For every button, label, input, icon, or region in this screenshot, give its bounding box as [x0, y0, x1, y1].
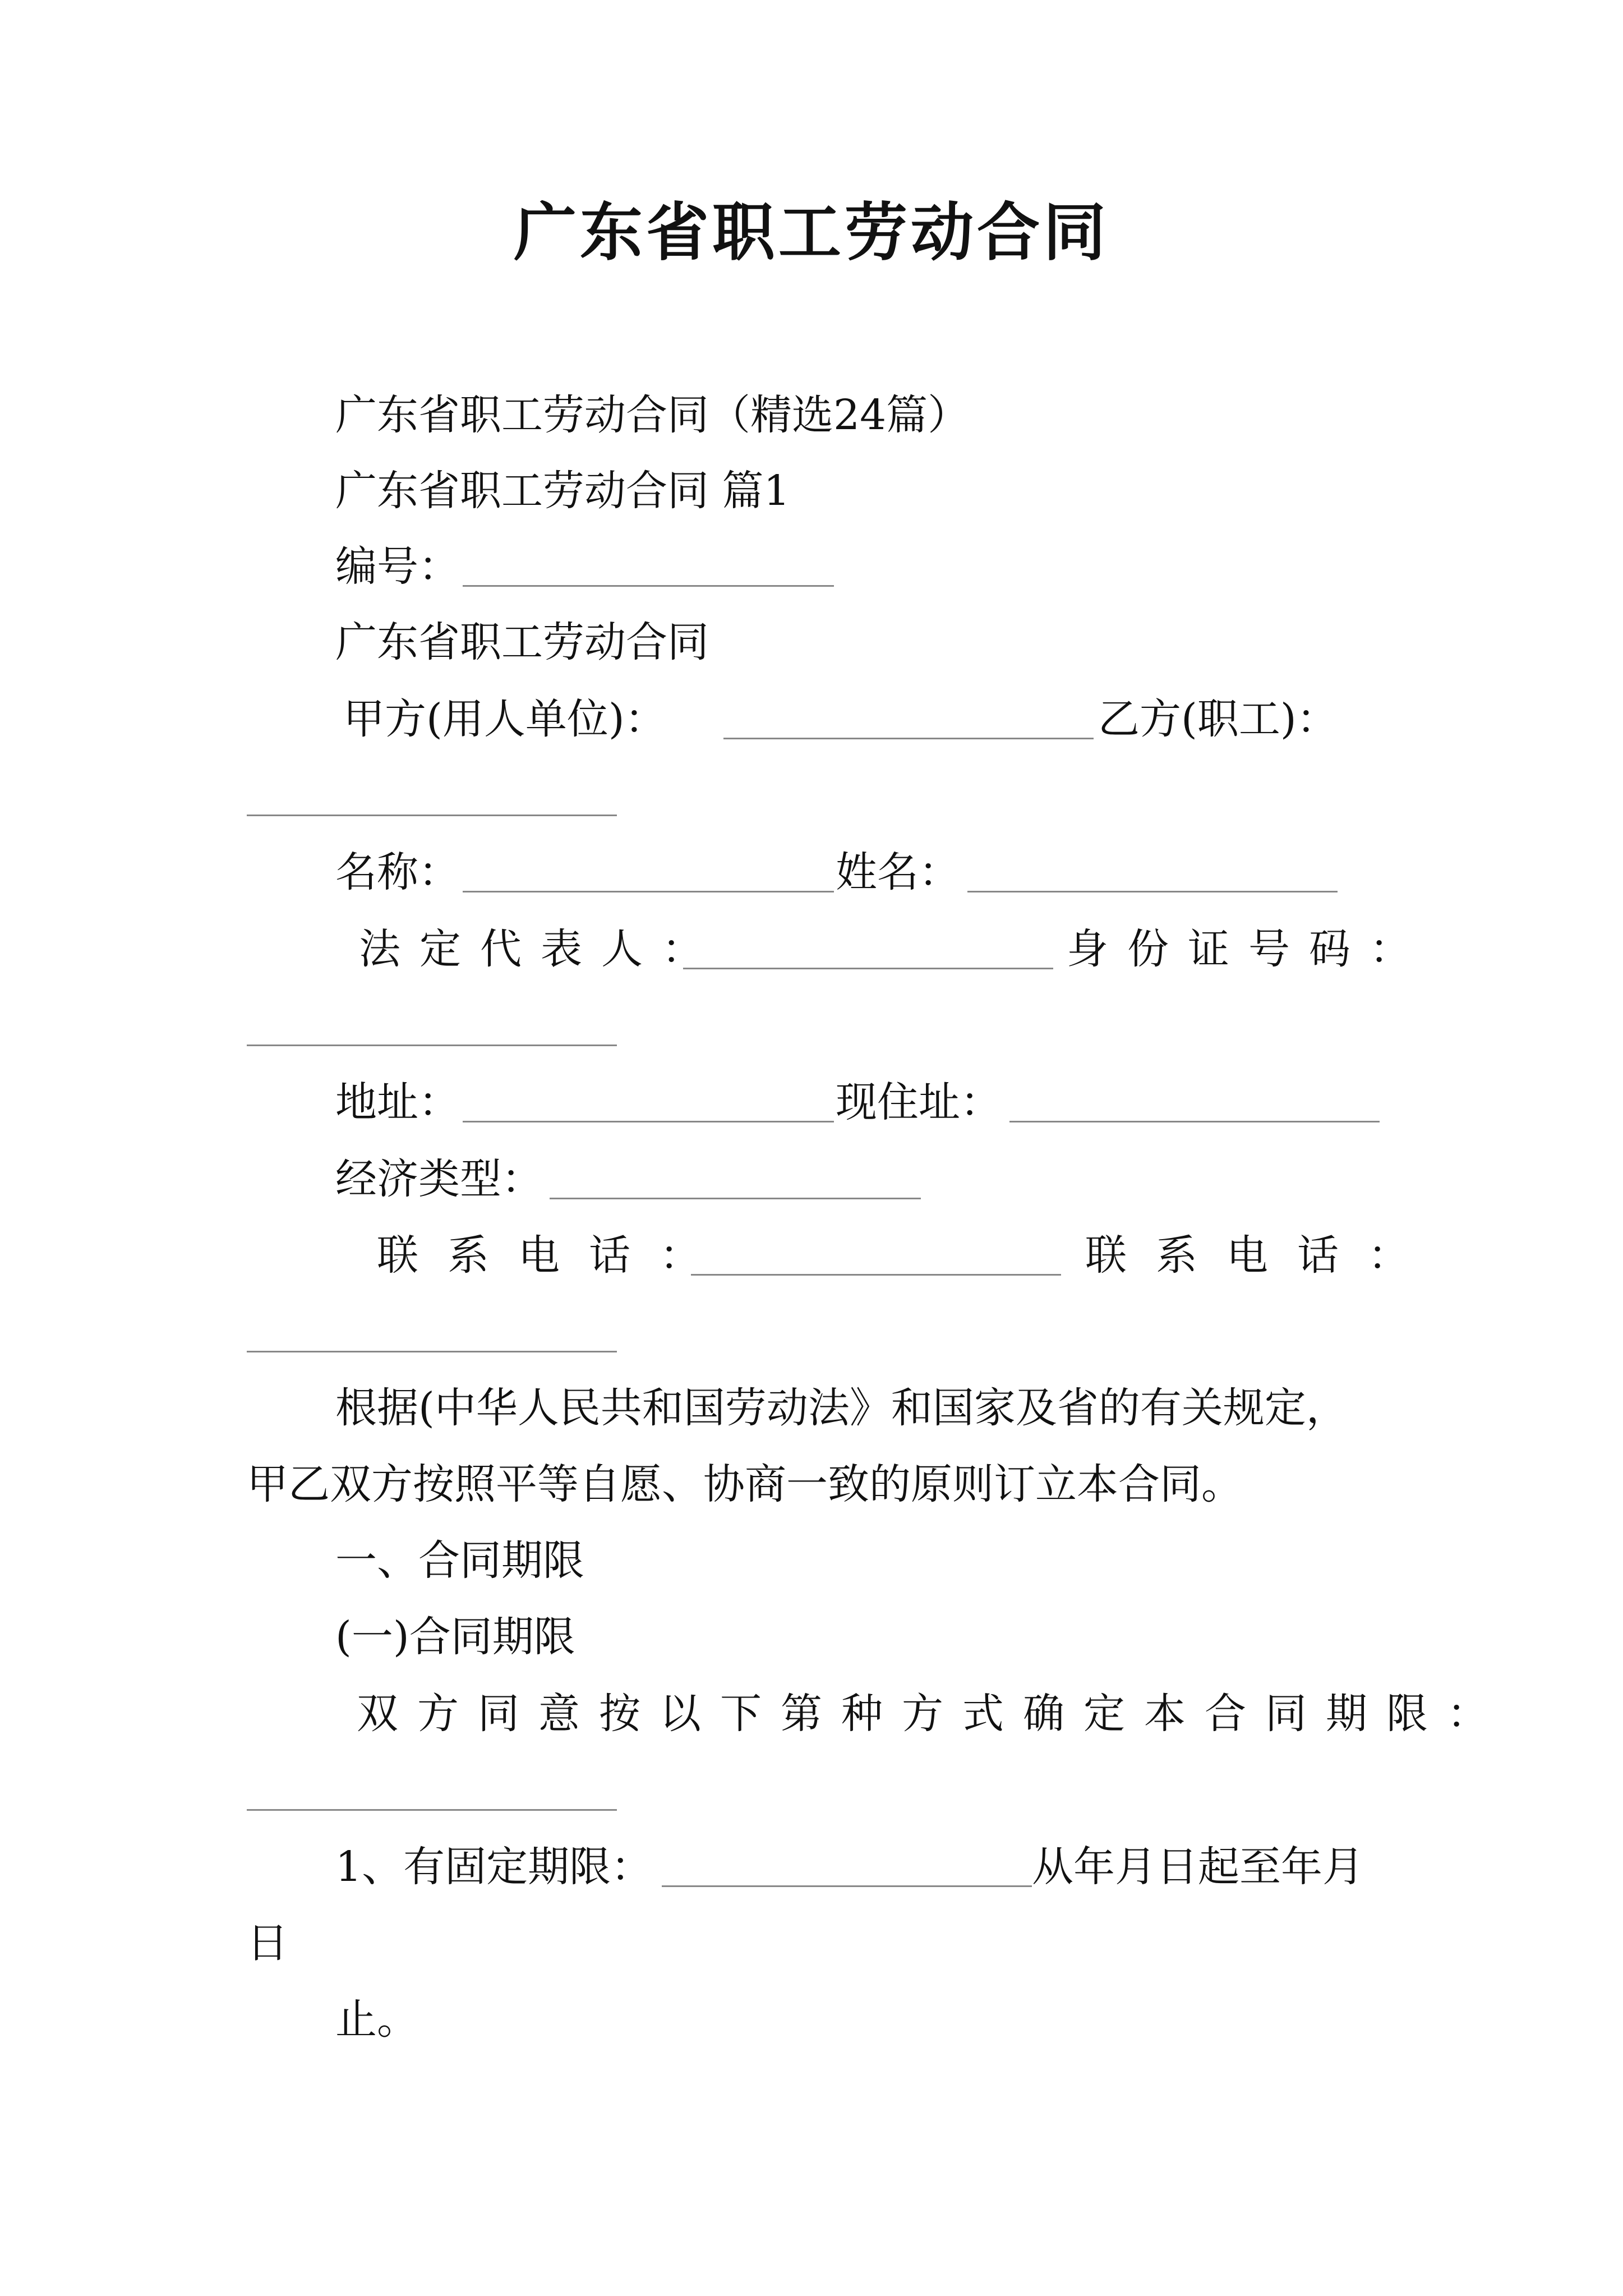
party-b-blank — [247, 815, 617, 816]
term-fixed-label: 1、有固定期限： — [335, 1843, 653, 1891]
paragraph-1-line-1: 根据(中华人民共和国劳动法》和国家及省的有关规定， — [335, 1384, 1348, 1432]
phone-a-label: 联系电话： — [377, 1231, 730, 1280]
term-fixed-wrap: 日 — [247, 1919, 288, 1967]
document-title: 广东省职工劳动合同 — [514, 196, 1109, 269]
legal-rep-label: 法定代表人： — [359, 925, 722, 973]
section-heading: 广东省职工劳动合同 篇1 — [335, 467, 790, 515]
party-b-label: 乙方(职工)： — [1098, 695, 1338, 743]
phone-a-blank — [691, 1274, 1061, 1276]
person-name-label: 姓名： — [836, 848, 960, 896]
number-blank — [463, 585, 834, 587]
address-blank — [463, 1121, 834, 1122]
contract-name: 广东省职工劳动合同 — [335, 618, 709, 666]
name-blank — [463, 891, 834, 892]
economic-type-blank — [550, 1198, 921, 1199]
document-subtitle: 广东省职工劳动合同（精选24篇） — [335, 391, 970, 439]
paragraph-1-line-2: 甲乙双方按照平等自愿、协商一致的原则订立本合同。 — [247, 1460, 1243, 1508]
term-fixed-blank — [662, 1885, 1032, 1887]
party-a-label: 甲方(用人单位)： — [343, 695, 666, 743]
legal-rep-blank — [683, 968, 1053, 969]
clause-1-heading: 一、合同期限 — [335, 1536, 584, 1585]
phone-b-label: 联系电话： — [1085, 1231, 1438, 1280]
clause-1-blank — [247, 1809, 617, 1811]
id-number-label: 身份证号码： — [1067, 925, 1430, 973]
number-label: 编号： — [335, 542, 460, 591]
phone-b-blank — [247, 1351, 617, 1352]
person-name-blank — [967, 891, 1338, 892]
term-fixed-end: 止。 — [335, 1995, 418, 2044]
name-label: 名称： — [335, 848, 460, 896]
economic-type-label: 经济类型： — [335, 1155, 543, 1203]
address-label: 地址： — [335, 1078, 460, 1126]
id-number-blank — [247, 1045, 617, 1046]
current-address-label: 现住址： — [836, 1078, 1002, 1126]
current-address-blank — [1009, 1121, 1380, 1122]
term-fixed-suffix: 从年月日起至年月 — [1032, 1843, 1364, 1891]
clause-1-subheading: (一)合同期限 — [335, 1613, 575, 1661]
party-a-blank — [723, 738, 1094, 739]
clause-1-text: 双方同意按以下第种方式确定本合同期限： — [357, 1690, 1507, 1738]
